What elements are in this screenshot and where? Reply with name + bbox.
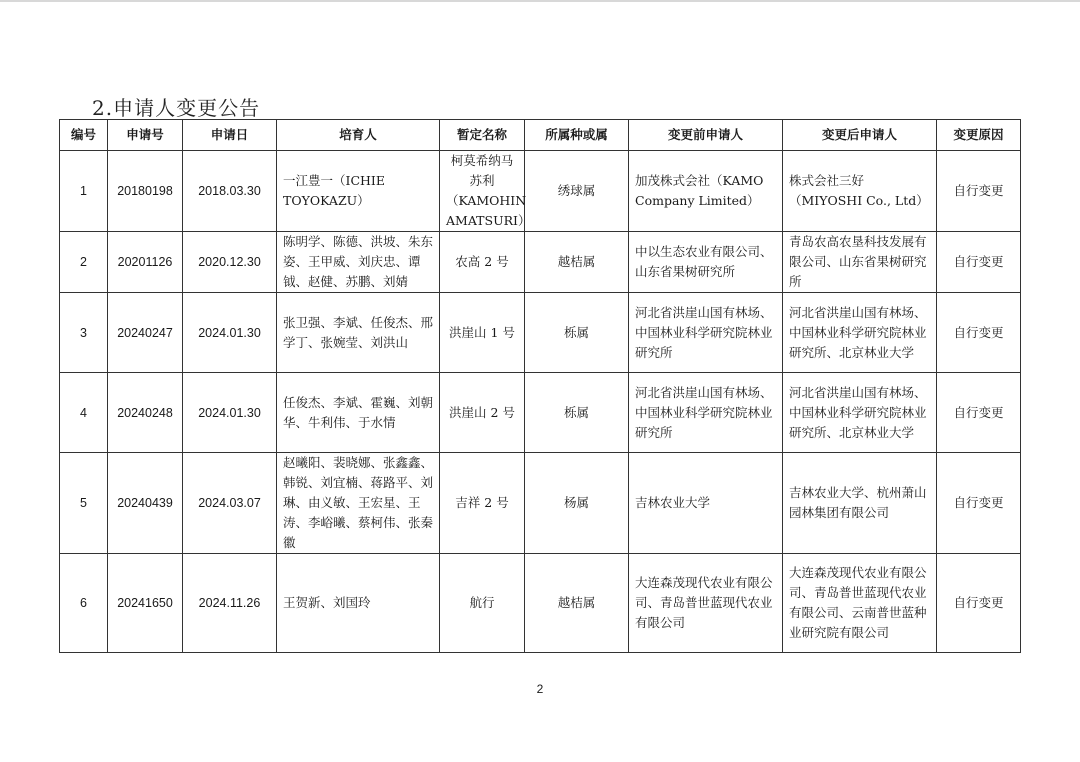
header-before: 变更前申请人 [629,120,783,151]
cell-breeders: 张卫强、李斌、任俊杰、邢学丁、张婉莹、刘洪山 [277,293,440,373]
cell-genus: 越桔属 [525,232,629,293]
cell-breeders: 陈明学、陈德、洪坡、朱东姿、王甲威、刘庆忠、谭钺、赵健、苏鹏、刘婧 [277,232,440,293]
table-header-row [60,120,1021,151]
cell-genus: 绣球属 [525,151,629,232]
applicant-change-table [59,119,1021,653]
cell-name: 洪崖山 1 号 [440,293,525,373]
section-title: 2.申请人变更公告 [92,96,261,120]
cell-after: 河北省洪崖山国有林场、中国林业科学研究院林业研究所、北京林业大学 [783,293,937,373]
cell-name: 航行 [440,554,525,653]
cell-name: 洪崖山 2 号 [440,373,525,453]
cell-genus: 越桔属 [525,554,629,653]
cell-genus: 栎属 [525,293,629,373]
cell-name: 柯莫希纳马苏利（KAMOHIN AMATSURI） [440,151,525,232]
cell-app-no: 20240439 [108,453,183,554]
cell-no: 3 [60,293,108,373]
cell-breeders: 任俊杰、李斌、霍巍、刘朝华、牛利伟、于水情 [277,373,440,453]
cell-reason: 自行变更 [937,373,1021,453]
cell-app-no: 20241650 [108,554,183,653]
cell-breeders: 王贺新、刘国玲 [277,554,440,653]
table-row [60,293,1021,373]
table-row [60,151,1021,232]
table-row [60,453,1021,554]
cell-app-date: 2018.03.30 [183,151,277,232]
cell-after: 大连森茂现代农业有限公司、青岛普世蓝现代农业有限公司、云南普世蓝种业研究院有限公司 [783,554,937,653]
header-no: 编号 [60,120,108,151]
cell-after: 吉林农业大学、杭州萧山园林集团有限公司 [783,453,937,554]
cell-app-date: 2024.01.30 [183,293,277,373]
cell-reason: 自行变更 [937,151,1021,232]
cell-no: 2 [60,232,108,293]
cell-breeders: 赵曦阳、裴晓娜、张鑫鑫、韩锐、刘宜楠、蒋路平、刘琳、由义敏、王宏星、王涛、李峪曦、蔡柯伟、张秦徽 [277,453,440,554]
cell-before: 河北省洪崖山国有林场、中国林业科学研究院林业研究所 [629,373,783,453]
cell-app-date: 2024.11.26 [183,554,277,653]
cell-app-date: 2020.12.30 [183,232,277,293]
cell-genus: 杨属 [525,453,629,554]
cell-after: 青岛农高农垦科技发展有限公司、山东省果树研究所 [783,232,937,293]
cell-breeders: 一江豊一（ICHIE TOYOKAZU） [277,151,440,232]
cell-before: 吉林农业大学 [629,453,783,554]
cell-app-date: 2024.01.30 [183,373,277,453]
table-row [60,373,1021,453]
cell-genus: 栎属 [525,373,629,453]
cell-reason: 自行变更 [937,453,1021,554]
cell-no: 4 [60,373,108,453]
cell-name: 农高 2 号 [440,232,525,293]
cell-before: 加茂株式会社（KAMO Company Limited） [629,151,783,232]
cell-app-no: 20201126 [108,232,183,293]
page-top-rule [0,0,1080,2]
cell-before: 中以生态农业有限公司、山东省果树研究所 [629,232,783,293]
cell-app-no: 20240247 [108,293,183,373]
header-name: 暂定名称 [440,120,525,151]
cell-app-no: 20180198 [108,151,183,232]
cell-before: 大连森茂现代农业有限公司、青岛普世蓝现代农业有限公司 [629,554,783,653]
cell-reason: 自行变更 [937,232,1021,293]
header-app-no: 申请号 [108,120,183,151]
cell-after: 河北省洪崖山国有林场、中国林业科学研究院林业研究所、北京林业大学 [783,373,937,453]
header-genus: 所属种或属 [525,120,629,151]
cell-reason: 自行变更 [937,554,1021,653]
page-number: 2 [536,682,544,696]
table-row [60,232,1021,293]
cell-name: 吉祥 2 号 [440,453,525,554]
cell-no: 5 [60,453,108,554]
cell-reason: 自行变更 [937,293,1021,373]
header-app-date: 申请日 [183,120,277,151]
cell-app-no: 20240248 [108,373,183,453]
cell-before: 河北省洪崖山国有林场、中国林业科学研究院林业研究所 [629,293,783,373]
cell-after: 株式会社三好（MIYOSHI Co., Ltd） [783,151,937,232]
header-after: 变更后申请人 [783,120,937,151]
header-reason: 变更原因 [937,120,1021,151]
cell-no: 6 [60,554,108,653]
cell-app-date: 2024.03.07 [183,453,277,554]
table-row [60,554,1021,653]
header-breeders: 培育人 [277,120,440,151]
cell-no: 1 [60,151,108,232]
